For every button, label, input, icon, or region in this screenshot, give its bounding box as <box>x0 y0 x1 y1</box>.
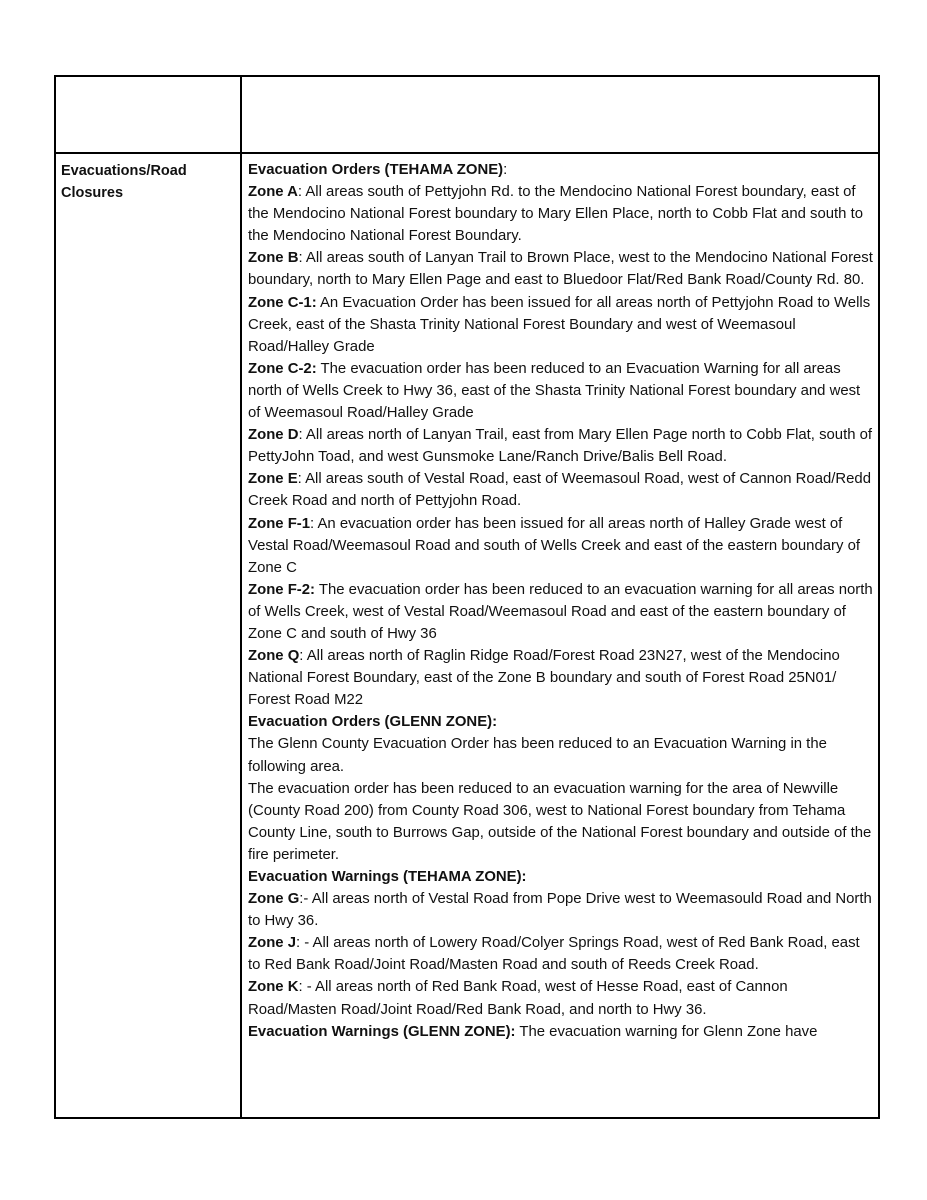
zone-heading: Zone B <box>248 250 299 267</box>
evacuation-paragraph <box>248 159 874 181</box>
evacuation-paragraph <box>248 424 874 468</box>
evacuation-paragraph <box>248 358 874 424</box>
evacuation-paragraph <box>248 645 874 711</box>
zone-description: : All areas north of Raglin Ridge Road/Forest Road 23N27, west of the Mendocino National Forest Boundary, east of the Zone B boundary and south of Forest Road 25N01/ Forest Road M22 <box>248 648 840 709</box>
evacuation-paragraph <box>248 778 874 866</box>
zone-heading: Evacuation Orders (GLENN ZONE): <box>248 714 498 731</box>
zone-heading: Evacuation Warnings (GLENN ZONE): <box>248 1023 516 1040</box>
evacuation-details <box>242 154 878 1117</box>
zone-heading: Zone G <box>248 891 300 908</box>
zone-description: : All areas south of Pettyjohn Rd. to the Mendocino National Forest boundary, east of the Mendocino National Forest boundary to Mary Ellen Place, north to Cobb Flat and south to the Mendocino National Forest Boundary. <box>248 184 864 245</box>
zone-description: The Glenn County Evacuation Order has been reduced to an Evacuation Warning in the following area. <box>248 736 827 775</box>
evacuation-paragraph <box>248 932 874 976</box>
evacuation-paragraph <box>248 292 874 358</box>
zone-heading: Zone A <box>248 184 298 201</box>
zone-heading: Zone J <box>248 935 296 952</box>
zone-heading: Zone F-1 <box>248 515 311 532</box>
zone-description: : - All areas north of Red Bank Road, west of Hesse Road, east of Cannon Road/Masten Road/Joint Road/Red Bank Road, and north to Hwy 36. <box>248 979 788 1018</box>
zone-description: : All areas south of Vestal Road, east of Weemasoul Road, west of Cannon Road/Redd Creek Road and north of Pettyjohn Road. <box>248 471 871 510</box>
zone-heading: Zone E <box>248 471 298 488</box>
zone-description: The evacuation order has been reduced to an evacuation warning for the area of Newville (County Road 200) from County Road 306, west to National Forest boundary from Tehama County Line, south to Burrows Gap, outside of the National Forest boundary and outside of the fire perimeter. <box>248 780 872 863</box>
evacuation-paragraph <box>248 711 874 733</box>
evacuation-paragraph <box>248 976 874 1020</box>
zone-description: : An evacuation order has been issued for all areas north of Halley Grade west of Vestal Road/Weemasoul Road and south of Wells Creek and east of the eastern boundary of Zone C <box>248 515 860 576</box>
evacuation-paragraph <box>248 888 874 932</box>
zone-description: An Evacuation Order has been issued for all areas north of Pettyjohn Road to Wells Creek, east of the Shasta Trinity National Forest Boundary and west of Weemasoul Road/Halley Grade <box>248 294 871 355</box>
zone-heading: Zone C-1: <box>248 294 317 311</box>
document-table <box>54 75 880 1119</box>
zone-heading: Evacuation Warnings (TEHAMA ZONE): <box>248 869 527 885</box>
zone-description: : All areas north of Lanyan Trail, east from Mary Ellen Page north to Cobb Flat, south of PettyJohn Toad, and west Gunsmoke Lane/Ranch Drive/Balis Bell Road. <box>248 427 873 466</box>
zone-heading: Zone C-2: <box>248 360 317 377</box>
zone-description: The evacuation order has been reduced to an Evacuation Warning for all areas north of Wells Creek to Hwy 36, east of the Shasta Trinity National Forest boundary and west of Weemasoul Road/Halley Grade <box>248 360 861 422</box>
zone-heading: Zone K <box>248 979 299 996</box>
empty-content-cell <box>241 76 879 153</box>
evacuation-paragraph <box>248 181 874 247</box>
row-label: Evacuations/Road Closures <box>61 163 187 201</box>
zone-description: : <box>503 162 508 178</box>
evacuations-row <box>55 153 879 1118</box>
evacuation-paragraph <box>248 579 874 645</box>
evacuation-paragraph <box>248 247 874 291</box>
evacuation-paragraph <box>248 733 874 777</box>
zone-description: : - All areas north of Lowery Road/Colyer Springs Road, west of Red Bank Road, east to Red Bank Road/Joint Road/Masten Road and south of Reeds Creek Road. <box>248 935 860 974</box>
evacuation-paragraph <box>248 468 874 512</box>
zone-description: The evacuation order has been reduced to an evacuation warning for all areas north of Wells Creek, west of Vestal Road/Weemasoul Road and east of the eastern boundary of Zone C and south of Hwy 36 <box>248 581 873 642</box>
zone-description: :- All areas north of Vestal Road from Pope Drive west to Weemasould Road and North to Hwy 36. <box>248 891 872 930</box>
table-header-row <box>55 76 879 153</box>
zone-heading: Zone Q <box>248 648 300 665</box>
empty-label-cell <box>55 76 241 153</box>
row-label-cell <box>55 153 241 1118</box>
zone-heading: Zone F-2: <box>248 581 316 598</box>
zone-heading: Zone D <box>248 427 299 444</box>
row-content-cell <box>241 153 879 1118</box>
zone-description: The evacuation warning for Glenn Zone have <box>515 1023 818 1040</box>
zone-heading: Evacuation Orders (TEHAMA ZONE) <box>248 162 504 178</box>
zone-description: : All areas south of Lanyan Trail to Brown Place, west to the Mendocino National Forest boundary, north to Mary Ellen Page and east to Bluedoor Flat/Red Bank Road/County Rd. 80. <box>248 250 873 289</box>
evacuation-paragraph <box>248 1021 874 1043</box>
evacuation-paragraph <box>248 866 874 888</box>
evacuation-paragraph <box>248 513 874 579</box>
